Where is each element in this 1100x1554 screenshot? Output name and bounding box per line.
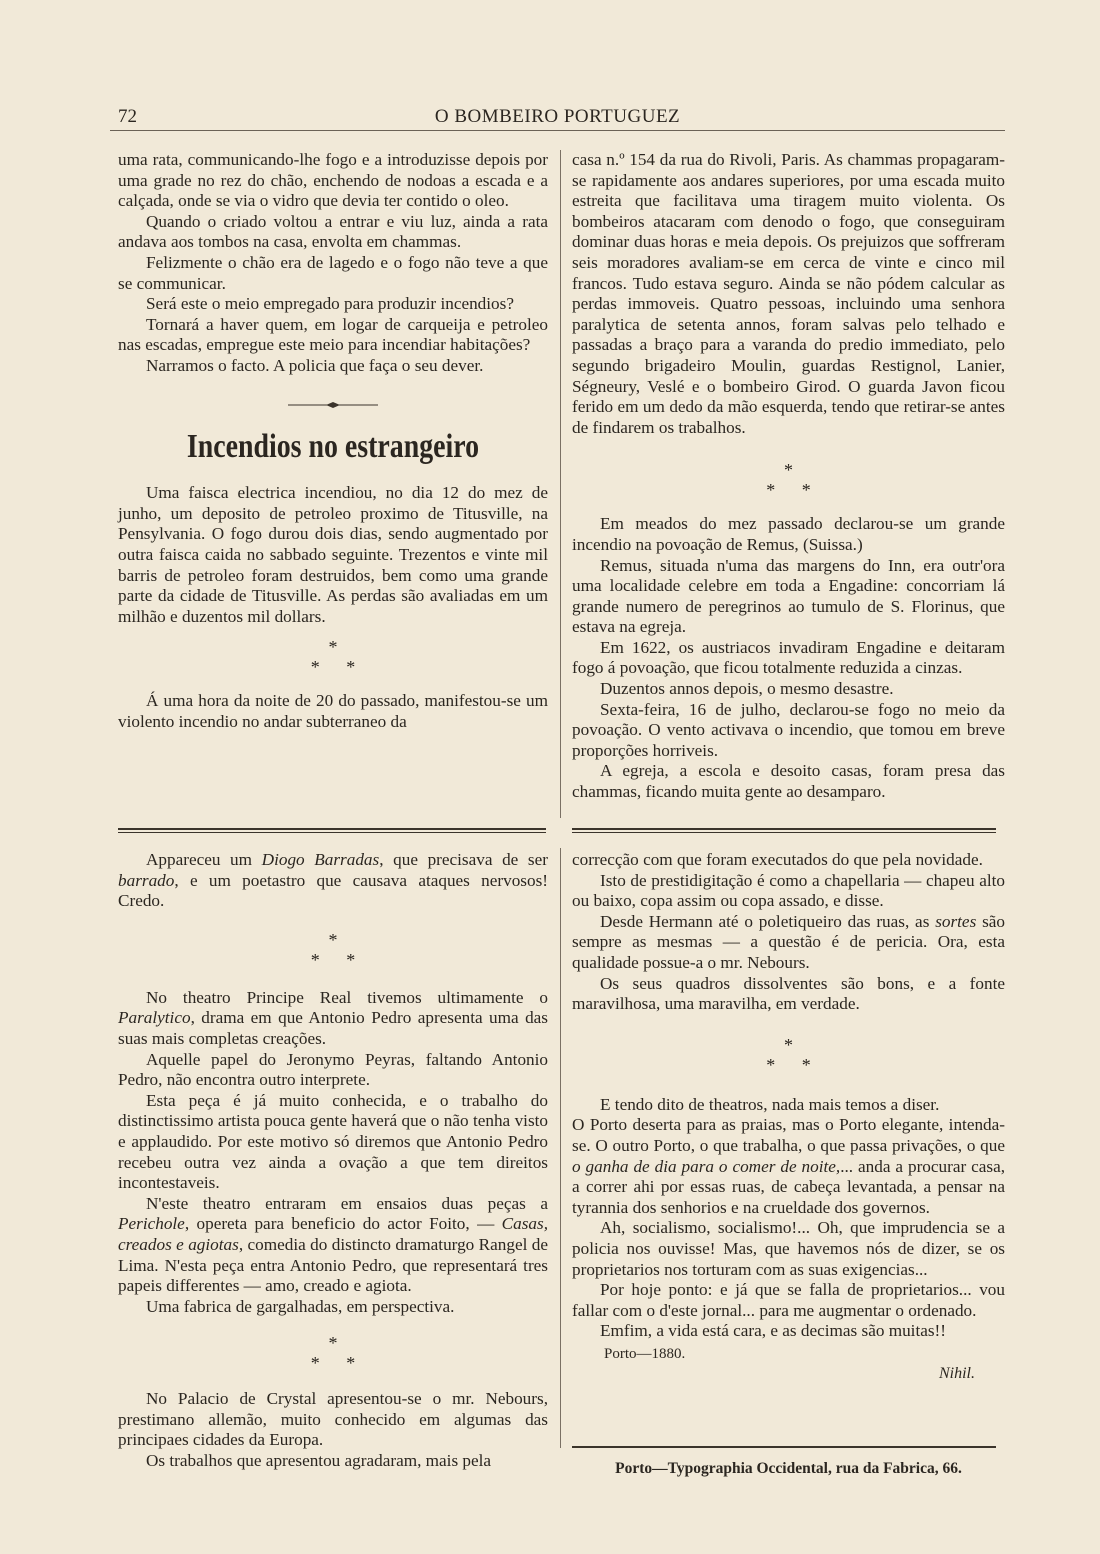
paragraph: E tendo dito de theatros, nada mais temos a diser. — [600, 1094, 940, 1114]
running-title: O BOMBEIRO PORTUGUEZ — [434, 106, 681, 127]
paragraph: O Porto deserta para as praias, mas o Porto elegante, intenda-se. O outro Porto, o que trabalha, o que passa privações, o que o ganha de dia para o comer de noite,... anda a procurar casa, a correr ahi por essas ruas, de cabeça levantada, a pensar na tyrannia dos senhorios e na crueldade dos governos. — [572, 1115, 1005, 1217]
asterism-bottom: * * — [766, 480, 811, 501]
paragraph: Remus, situada n'uma das margens do Inn, era outr'ora uma localidade celebre em toda a Engadine: concorriam lá grande numero de peregrinos ao tumulo de S. Florinus, que estava na egreja. — [572, 555, 1005, 637]
paragraph: Ah, socialismo, socialismo!... Oh, que imprudencia se a policia nos ouvisse! Mas, que havemos nós de dizer, se os proprietarios nos torturam com as suas exigencias... — [572, 1218, 1005, 1279]
paragraph: Narramos o facto. A policia que faça o seu dever. — [146, 355, 484, 375]
asterism-divider — [572, 460, 1005, 500]
asterism-top: * — [784, 1034, 793, 1055]
paragraph: Tornará a haver quem, em logar de carqueija e petroleo nas escadas, empregue este meio para incendiar habitações? — [118, 314, 548, 355]
section-rule-left — [118, 828, 546, 833]
paragraph: Uma faisca electrica incendiou, no dia 12 do mez de junho, um deposito de petroleo proximo de Titusville, na Pensylvania. O fogo durou dois dias, sendo augmentado por outra faisca caida no sabbado seguinte. Trezentos e vinte mil barris de petroleo foram destruidos, bem como uma grande parte da cidade de Titusville. As perdas são avaliadas em um milhão e duzentos mil dollars. — [118, 483, 548, 626]
bottom-left-column — [118, 850, 548, 1472]
section-title: Incendios no estrangeiro — [186, 428, 480, 466]
header-rule — [110, 130, 1005, 131]
paragraph: Esta peça é já muito conhecida, e o trabalho do distinctissimo artista pouca gente haverá que o não tenha visto e applaudido. Por este motivo só diremos que Antonio Pedro recebeu outra vez ainda a ovação a que tem direitos incontestaveis. — [118, 1090, 548, 1193]
paragraph: Por hoje ponto: e já que se falla de proprietarios... vou fallar com o d'este jornal... para me augmentar o ordenado. — [572, 1280, 1005, 1320]
page-header — [110, 104, 1005, 132]
asterism-top: * — [328, 1333, 338, 1354]
paragraph: Os seus quadros dissolventes são bons, e a fonte maravilhosa, uma maravilha, em verdade. — [572, 973, 1005, 1014]
paragraph: Desde Hermann até o poletiqueiro das ruas, as sortes são sempre as mesmas — a questão é de pericia. Ora, esta qualidade possue-a o mr. Nebours. — [572, 911, 1005, 972]
asterism-divider — [118, 637, 548, 677]
asterism-top: * — [328, 637, 338, 658]
paragraph: Em meados do mez passado declarou-se um grande incendio na povoação de Remus, (Suissa.) — [572, 514, 1005, 554]
ornament-icon — [288, 401, 378, 409]
paragraph: A egreja, a escola e desoito casas, foram presa das chammas, ficando muita gente ao desamparo. — [572, 761, 1005, 802]
asterism-divider — [118, 930, 548, 970]
paragraph: Appareceu um Diogo Barradas, que precisava de ser barrado, e um poetastro que causava ataques nervosos! Credo. — [118, 850, 548, 911]
paragraph: Será este o meio empregado para produzir incendios? — [146, 294, 514, 314]
asterism-bottom: * * — [766, 1054, 811, 1075]
asterism-bottom: * * — [310, 657, 356, 678]
paragraph: Quando o criado voltou a entrar e viu luz, ainda a rata andava aos tombos na casa, envolta em chammas. — [118, 211, 548, 252]
paragraph: Uma fabrica de gargalhadas, em perspectiva. — [146, 1296, 455, 1316]
column-rule-bottom — [560, 848, 561, 1448]
bottom-right-column — [572, 850, 1005, 1385]
signature-block — [572, 1344, 1005, 1385]
paragraph: Á uma hora da noite de 20 do passado, manifestou-se um violento incendio no andar subterraneo da — [118, 691, 548, 731]
paragraph: Duzentos annos depois, o mesmo desastre. — [600, 679, 894, 699]
section-rule-right — [572, 828, 996, 833]
paragraph: Em 1622, os austriacos invadiram Engadine e deitaram fogo á povoação, que ficou totalmente reduzida a cinzas. — [572, 637, 1005, 678]
paragraph: Sexta-feira, 16 de julho, declarou-se fogo no meio da povoação. O vento activava o incendio, que tomou em breve proporções horriveis. — [572, 699, 1005, 760]
paragraph: N'este theatro entraram em ensaios duas peças a Perichole, opereta para beneficio do actor Foito, — Casas, creados e agiotas, comedia do distincto dramaturgo Rangel de Lima. N'esta peça entra Antonio Pedro, que representará tres papeis differentes — amo, creado e agiota. — [118, 1193, 548, 1296]
dateline: Porto—1880. — [604, 1345, 686, 1362]
paragraph: No Palacio de Crystal apresentou-se o mr. Nebours, prestimano allemão, muito conhecido em algumas das principaes cidades da Europa. — [118, 1389, 548, 1450]
asterism-divider — [118, 1333, 548, 1373]
paragraph: Isto de prestidigitação é como a chapellaria — chapeu alto ou baixo, copa assim ou copa assado, e disse. — [572, 870, 1005, 911]
paragraph: correcção com que foram executados do que pela novidade. — [572, 850, 983, 869]
asterism-top: * — [328, 929, 338, 950]
imprint-rule — [572, 1446, 996, 1449]
paragraph: Aquelle papel do Jeronymo Peyras, faltando Antonio Pedro, não encontra outro interprete. — [118, 1049, 548, 1090]
paragraph: uma rata, communicando-lhe fogo e a introduzisse depois por uma grade no rez do chão, enchendo de nodoas a escada e a calçada, onde se via o vidro que devia ter contido o oleo. — [118, 150, 548, 211]
top-left-column — [118, 150, 548, 732]
paragraph: Felizmente o chão era de lagedo e o fogo não teve a que se communicar. — [118, 252, 548, 293]
imprint: Porto—Typographia Occidental, rua da Fabrica, 66. — [615, 1460, 962, 1477]
paragraph: Os trabalhos que apresentou agradaram, mais pela — [146, 1451, 492, 1471]
column-rule-top — [560, 150, 561, 818]
author-signature: Nihil. — [938, 1365, 975, 1383]
asterism-top: * — [784, 460, 793, 481]
asterism-divider — [572, 1035, 1005, 1075]
asterism-bottom: * * — [310, 1353, 356, 1374]
top-right-column — [572, 150, 1005, 803]
paragraph: No theatro Principe Real tivemos ultimamente o Paralytico, drama em que Antonio Pedro apresenta uma das suas mais completas creações. — [118, 987, 548, 1048]
ornament-divider — [118, 397, 548, 418]
paragraph: casa n.º 154 da rua do Rivoli, Paris. As chammas propagaram-se rapidamente aos andares superiores, por uma escada muito estreita que facilitava uma tiragem muito violenta. Os bombeiros atacaram com denodo o fogo, que conseguiram dominar duas horas e meia depois. Os prejuizos que soffreram seis moradores avaliam-se em cerca de vinte e cinco mil francos. Tudo estava seguro. Ainda se não pódem calcular as perdas immoveis. Quatro pessoas, incluindo uma senhora paralytica de setenta annos, foram salvas pelo telhado e passadas a braço para a varanda do predio immediato, pelo segundo brigadeiro Moulin, guardas Restignol, Lanier, Ségneury, Veslé e o bombeiro Girod. O guarda Javon ficou ferido em um dedo da mão esquerda, tendo que retirar-se antes de findarem os trabalhos. — [572, 150, 1005, 437]
page-number: 72 — [118, 106, 137, 127]
asterism-bottom: * * — [310, 949, 356, 970]
paragraph: Emfim, a vida está cara, e as decimas são muitas!! — [600, 1321, 946, 1341]
